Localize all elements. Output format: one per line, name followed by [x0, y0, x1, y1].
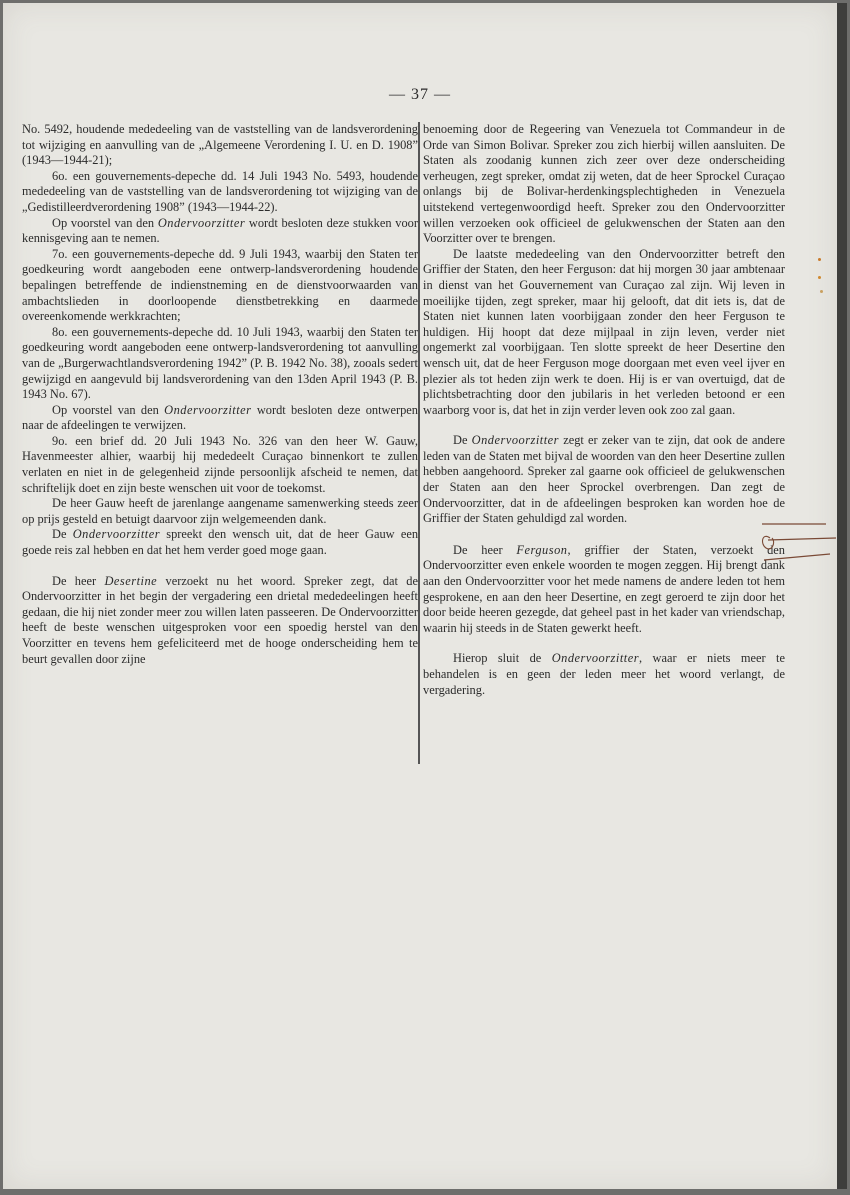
emphasis-name: Desertine: [104, 573, 158, 588]
emphasis-name: Ferguson: [516, 542, 568, 557]
paragraph: Op voorstel van den Ondervoorzitter wordt besloten deze stukken voor kennisgeving aan te nemen.: [22, 215, 419, 246]
paragraph: 8o. een gouvernements-depeche dd. 10 Juli 1943, waarbij den Staten ter goedkeuring wordt aangeboden eene ontwerp-landsverordening tot aanvulling van de „Burgerwachtlandsverordening 1942” (P. B. 1942 No. 38), zooals sedert gewijzigd en aangevuld bij landsverordening van den 13den April 1943 (P. B. 1943 No. 67).: [22, 324, 418, 402]
emphasis-name: Ondervoorzitter: [157, 215, 246, 230]
paragraph: De Ondervoorzitter zegt er zeker van te zijn, dat ook de andere leden van de Staten met bijval de woorden van den heer Desertine zullen hebben aangehoord. Spreker zal gaarne ook officieel de gelukwenschen der Staten aan den heer Sprockel overbrengen. Dan zegt de Ondervoorzitter, dat in de afdeelingen besproken kan worden hoe de Griffier der Staten gehuldigd zal worden.: [423, 433, 785, 526]
paragraph: De heer Gauw heeft de jarenlange aangename samenwerking steeds zeer op prijs gesteld en betuigt daarvoor zijn welgemeenden dank.: [22, 496, 418, 526]
left-column: [22, 122, 418, 667]
column-divider: [418, 122, 420, 764]
paragraph: Op voorstel van den Ondervoorzitter wordt besloten deze ontwerpen naar de afdeelingen te verwijzen.: [22, 402, 418, 433]
paper-speck: [818, 258, 821, 261]
paragraph: De Ondervoorzitter spreekt den wensch uit, dat de heer Gauw een goede reis zal hebben en dat het hem verder goed moge gaan.: [22, 527, 419, 558]
handwritten-annotation: [760, 518, 838, 568]
paragraph: Hierop sluit de Ondervoorzitter, waar er niets meer te behandelen is en geen der leden meer het woord verlangt, de vergadering.: [423, 651, 785, 697]
paragraph: No. 5492, houdende mededeeling van de vaststelling van de landsverordening tot wijziging en aanvulling van de „Algemeene Verordening I. U. en D. 1908” (1943—1944-21);: [22, 122, 418, 168]
paper-speck: [820, 290, 823, 293]
emphasis-name: Ondervoorzitter: [471, 433, 559, 448]
paragraph: 9o. een brief dd. 20 Juli 1943 No. 326 van den heer W. Gauw, Havenmeester alhier, waarbij hij mededeelt Curaçao binnenkort te zullen verlaten en niet in de gelegenheid zijnde persoonlijk afscheid te nemen, dat schriftelijk doet en zijn beste wenschen uit voor de toekomst.: [22, 433, 418, 495]
emphasis-name: Ondervoorzitter: [551, 651, 640, 666]
page-number: — 37 —: [389, 86, 451, 103]
paragraph: benoeming door de Regeering van Venezuela tot Commandeur in de Orde van Simon Bolivar. Spreker zou zich hierbij willen aansluiten. De Staten als zoodanig kunnen zich zeer over deze onderscheiding verheugen, zegt spreker, omdat zij weten, dat de heer Sprockel Curaçao onlangs bij de Bolivar-herdenkingsplechtigheden in Venezuela uitstekend vertegenwoordigd heeft. Spreker zou den Ondervoorzitter willen verzoeken ook officieel de gelukwenschen der Staten aan den Voorzitter over te brengen.: [423, 122, 785, 246]
right-column: [423, 122, 785, 698]
emphasis-name: Ondervoorzitter: [164, 402, 252, 417]
paragraph: De heer Desertine verzoekt nu het woord. Spreker zegt, dat de Ondervoorzitter in het begin der vergadering een drietal mededeelingen heeft gedaan, die hij niet zonder meer zou willen laten passeeren. De Ondervoorzitter heeft de beste wenschen uitgesproken voor een spoedig herstel van den Voorzitter en tevens hem gefeliciteerd met de hooge onderscheiding hem te beurt gevallen door zijne: [22, 573, 419, 666]
paragraph: De heer Ferguson, griffier der Staten, verzoekt den Ondervoorzitter even enkele woorden te mogen zeggen. Hij brengt dank aan den Ondervoorzitter voor het mede namens de andere leden tot hem gesprokene, en aan den heer Desertine, en zegt geroerd te zijn door het door beide heeren gezegde, dat geheel past in het kader van vriendschap, waarin hij steeds in de Staten gewerkt heeft.: [423, 542, 785, 635]
page-edge-shadow: [837, 3, 847, 1189]
paragraph: 7o. een gouvernements-depeche dd. 9 Juli 1943, waarbij den Staten ter goedkeuring wordt aangeboden eene ontwerp-landsverordening houdende bepalingen betreffende de indienstneming en de dienstvoorwaarden van ambachtslieden in doorloopende dienstbetrekking en daarmede overeenkomende werkkrachten;: [22, 246, 418, 324]
paragraph: 6o. een gouvernements-depeche dd. 14 Juli 1943 No. 5493, houdende mededeeling van de vaststelling van de landsverordening tot wijziging van de „Gedistilleerdverordening 1908” (1943—1944-22).: [22, 168, 418, 214]
paragraph: De laatste mededeeling van den Ondervoorzitter betreft den Griffier der Staten, den heer Ferguson: dat hij morgen 30 jaar ambtenaar in dienst van het Gouvernement van Curaçao zal zijn. Wij leven in moeilijke tijden, zegt spreker, maar hij gelooft, dat dit iets is, dat de Staten niet kunnen laten voorbijgaan zonder den heer Ferguson te huldigen. Hij hoopt dat deze mijlpaal in zijn leven, verder niet ongemerkt zal voorbijgaan. Ten slotte spreekt de heer Desertine den wensch uit, dat de heer Ferguson moge doorgaan met even veel ijver en plezier als tot heden zijn werk te doen. Hij is er van overtuigd, dat de plichtsbetrachting door den jubilaris in het verleden betoond er een waarborg voor is, dat het in zijn verder leven ook zoo zal gaan.: [423, 246, 785, 417]
paper-speck: [818, 276, 821, 279]
emphasis-name: Ondervoorzitter: [72, 527, 161, 542]
